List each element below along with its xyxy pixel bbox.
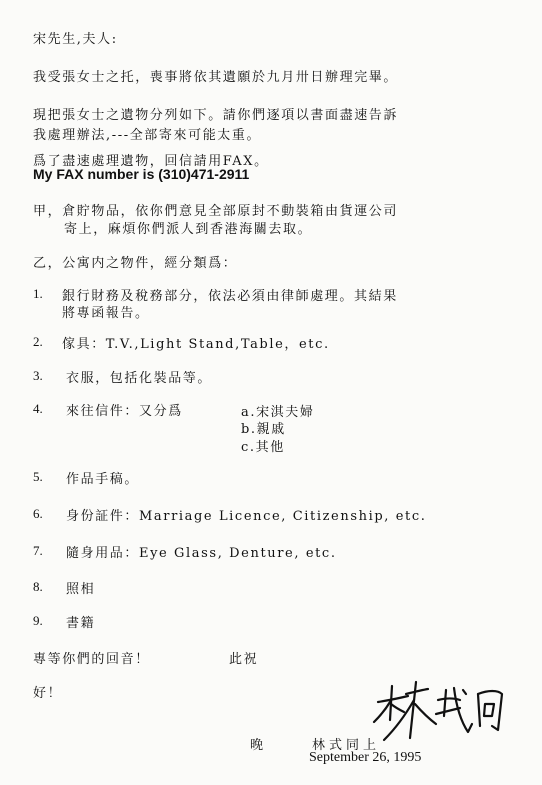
sub-item-a: a.宋淇夫婦 <box>241 405 315 420</box>
paragraph-2-line-2: 我處理辦法,---全部寄來可能太重。 <box>33 128 262 143</box>
list-item-number: 8. <box>33 579 43 594</box>
list-item-number: 1. <box>33 286 43 301</box>
list-item-number: 5. <box>33 469 43 484</box>
list-item: 來往信件：又分爲 <box>66 404 183 419</box>
section-jia-line-1: 甲，倉貯物品，依你們意見全部原封不動裝箱由貨運公司 <box>33 204 399 219</box>
list-item: 傢具：T.V.,Light Stand,Table，etc. <box>62 337 330 352</box>
list-item: 銀行財務及稅務部分，依法必須由律師處理。其結果 <box>62 289 398 304</box>
list-item-number: 4. <box>33 401 43 416</box>
list-item: 書籍 <box>66 616 96 631</box>
closing-line-1: 專等你們的回音！ <box>33 652 150 667</box>
sub-item-c: c.其他 <box>241 440 285 455</box>
paragraph-1: 我受張女士之托，喪事將依其遺願於九月卅日辦理完畢。 <box>33 70 399 85</box>
closing-line-2: 好！ <box>33 686 63 701</box>
signature-prefix: 晚 <box>250 738 265 753</box>
signer-name: 林式同上 <box>312 738 381 753</box>
paragraph-2-line-1: 現把張女士之遺物分列如下。請你們逐項以書面盡速告訴 <box>33 108 399 123</box>
closing-regards: 此祝 <box>229 652 259 667</box>
handwritten-signature <box>370 680 510 750</box>
list-item: 作品手稿。 <box>66 472 140 487</box>
list-item-number: 3. <box>33 368 43 383</box>
list-item-number: 2. <box>33 334 43 349</box>
letter-date: September 26, 1995 <box>309 750 422 765</box>
list-item-number: 6. <box>33 506 43 521</box>
greeting: 宋先生,夫人: <box>33 32 118 47</box>
paragraph-3: 爲了盡速處理遺物，回信請用FAX。 <box>33 154 269 169</box>
list-item: 隨身用品：Eye Glass, Denture, etc. <box>66 546 337 561</box>
section-jia-line-2: 寄上，麻煩你們派人到香港海關去取。 <box>64 222 313 237</box>
list-item: 照相 <box>66 582 96 597</box>
list-item: 身份証件：Marriage Licence, Citizenship, etc. <box>66 509 427 524</box>
list-item-number: 9. <box>33 613 43 628</box>
sub-item-b: b.親戚 <box>241 422 286 437</box>
list-item: 衣服，包括化裝品等。 <box>66 371 213 386</box>
fax-number-line: My FAX number is (310)471-2911 <box>33 166 250 182</box>
list-item-number: 7. <box>33 543 43 558</box>
list-item-continuation: 將專函報告。 <box>62 306 150 321</box>
section-yi-heading: 乙，公寓内之物件，經分類爲： <box>33 256 238 271</box>
